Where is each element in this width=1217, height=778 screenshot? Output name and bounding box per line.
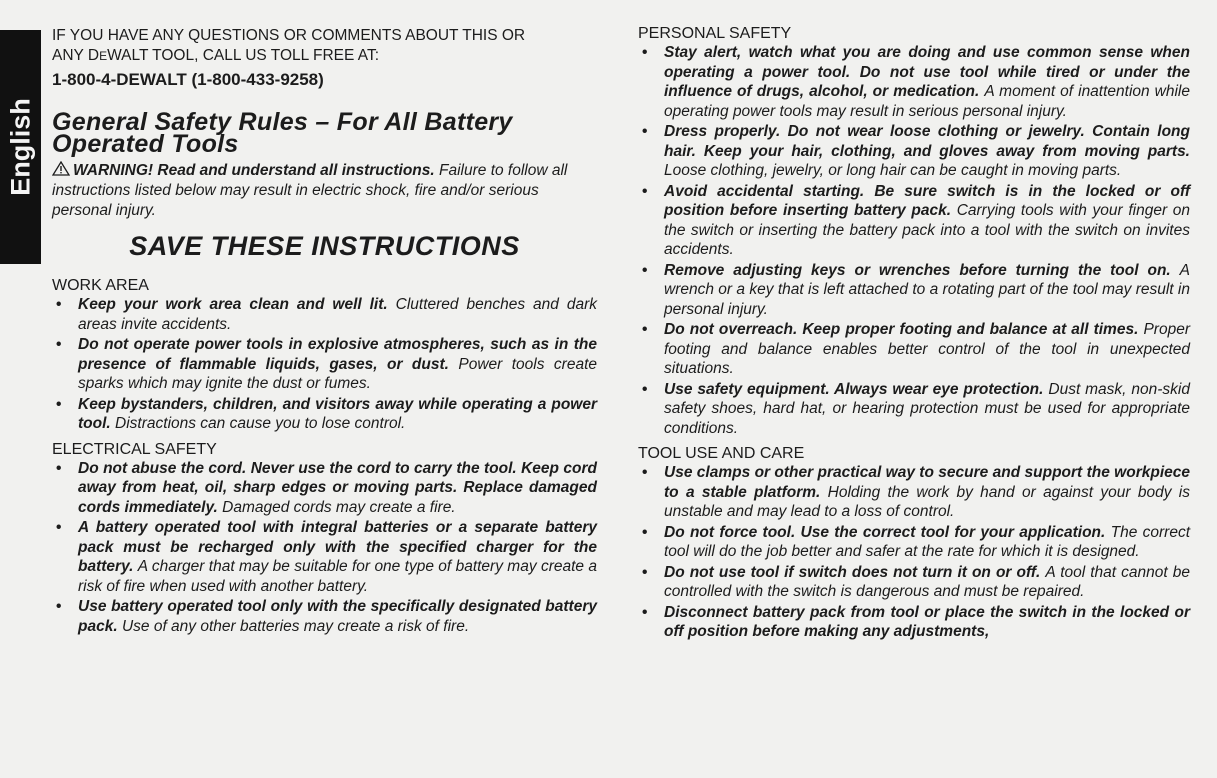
personal-safety-heading: PERSONAL SAFETY (638, 25, 792, 42)
list-item: • Disconnect battery pack from tool or place the switch in the locked or off position before making any adjustments, (642, 603, 1190, 640)
phone-number: 1-800-4-DEWALT (1-800-433-9258) (52, 70, 324, 89)
work-area-heading: WORK AREA (52, 277, 149, 294)
right-column (638, 24, 1190, 643)
list-item: • Keep your work area clean and well lit. Cluttered benches and dark areas invite accidents. (56, 296, 597, 333)
list-item: • Avoid accidental starting. Be sure switch is in the locked or off position before inserting battery pack. Carrying tools with your finger on the switch or inserting the battery pack into a tool with the switch on invites accidents. (642, 182, 1190, 258)
electrical-safety-list (52, 459, 597, 637)
list-item: • Use clamps or other practical way to secure and support the workpiece to a stable platform. Holding the work by hand or against your body is unstable and may lead to a loss of control. (642, 464, 1190, 520)
warning-text: Failure to follow all instructions listed below may result in electric shock, fire and/or serious personal injury. (52, 162, 568, 219)
warning-block (52, 161, 597, 221)
tool-use-heading: TOOL USE AND CARE (638, 445, 805, 462)
list-item: • Do not overreach. Keep proper footing and balance at all times. Proper footing and balance enables better control of the tool in unexpected situations. (642, 321, 1190, 377)
left-column (52, 26, 597, 637)
list-item: • Do not abuse the cord. Never use the cord to carry the tool. Keep cord away from heat, oil, sharp edges or moving parts. Replace damaged cords immediately. Damaged cords may create a fire. (56, 459, 597, 516)
language-tab (0, 30, 41, 264)
personal-safety-list (638, 43, 1190, 438)
warning-bold: WARNING! Read and understand all instructions. (73, 162, 435, 179)
list-item: • Remove adjusting keys or wrenches before turning the tool on. A wrench or a key that is left attached to a rotating part of the tool may result in personal injury. (642, 261, 1190, 318)
list-item: • Do not use tool if switch does not turn it on or off. A tool that cannot be controlled with the switch is dangerous and must be repaired. (642, 563, 1190, 600)
warning-triangle-icon (52, 161, 70, 176)
contact-info (52, 26, 597, 66)
tool-use-list (638, 463, 1190, 642)
main-title: General Safety Rules – For All Battery Operated Tools (52, 108, 513, 158)
language-tab-label: English (5, 98, 35, 196)
list-item: • Dress properly. Do not wear loose clothing or jewelry. Contain long hair. Keep your hair, clothing, and gloves away from moving parts. Loose clothing, jewelry, or long hair can be caught in moving parts. (642, 123, 1190, 179)
contact-line-2: ANY DEWALT TOOL, CALL US TOLL FREE AT: (52, 47, 380, 64)
electrical-safety-heading: ELECTRICAL SAFETY (52, 440, 217, 458)
list-item: • Use battery operated tool only with the specifically designated battery pack. Use of any other batteries may create a risk of fire. (56, 598, 597, 635)
work-area-list (52, 295, 597, 434)
list-item: • Stay alert, watch what you are doing and use common sense when operating a power tool. Do not use tool while tired or under the influence of drugs, alcohol, or medication. A moment of inattention while operating power tools may result in serious personal injury. (642, 44, 1190, 120)
list-item: • Keep bystanders, children, and visitors away while operating a power tool. Distractions can cause you to lose control. (56, 395, 597, 432)
list-item: • Do not operate power tools in explosive atmospheres, such as in the presence of flammable liquids, gases, or dust. Power tools create sparks which may ignite the dust or fumes. (56, 336, 597, 392)
list-item: • A battery operated tool with integral batteries or a separate battery pack must be recharged only with the specified charger for the battery. A charger that may be suitable for one type of battery may create a risk of fire when used with another battery. (56, 519, 597, 595)
contact-line-1: IF YOU HAVE ANY QUESTIONS OR COMMENTS ABOUT THIS OR (52, 27, 526, 44)
save-instructions-title: SAVE THESE INSTRUCTIONS (129, 231, 520, 261)
list-item: • Use safety equipment. Always wear eye protection. Dust mask, non-skid safety shoes, hard hat, or hearing protection must be used for appropriate conditions. (642, 380, 1190, 437)
list-item: • Do not force tool. Use the correct tool for your application. The correct tool will do the job better and safer at the rate for which it is designed. (642, 523, 1190, 560)
